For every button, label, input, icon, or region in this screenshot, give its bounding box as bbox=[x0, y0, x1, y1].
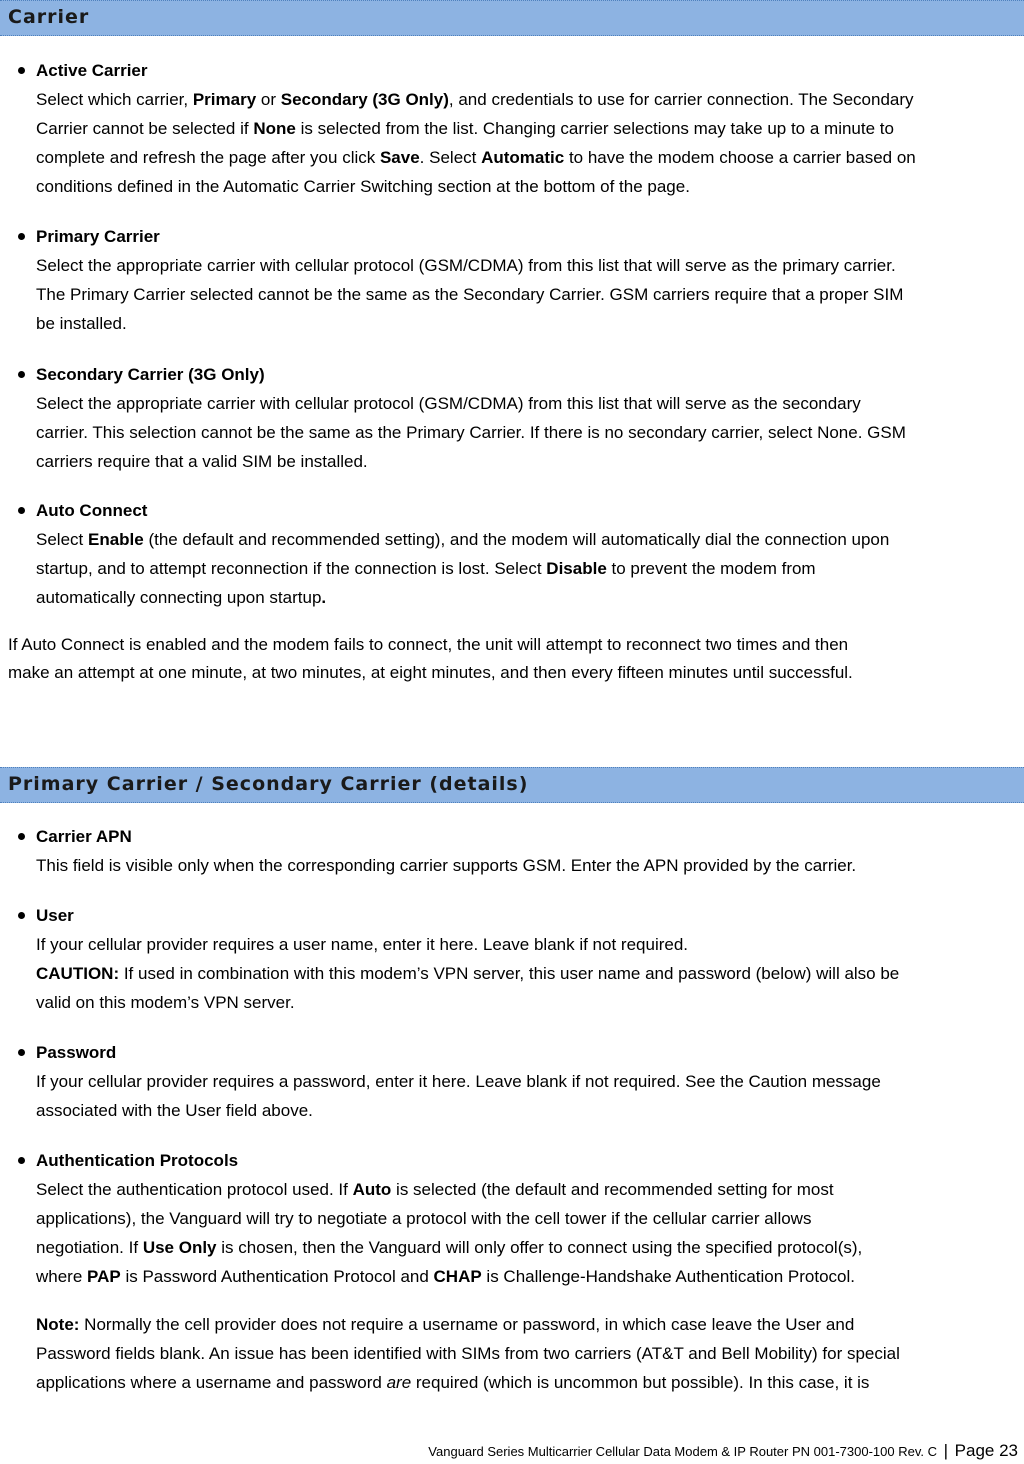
body-line: valid on this modem’s VPN server. bbox=[36, 993, 295, 1012]
bullet-icon bbox=[18, 507, 25, 514]
footer-separator: | bbox=[943, 1441, 949, 1460]
body-line: conditions defined in the Automatic Carrier Switching section at the bottom of the page. bbox=[36, 177, 690, 196]
paragraph-line: If Auto Connect is enabled and the modem fails to connect, the unit will attempt to reconnect two times and then bbox=[8, 635, 849, 654]
body-line: carrier. This selection cannot be the same as the Primary Carrier. If there is no secondary carrier, select None. GSM bbox=[36, 423, 906, 442]
body-line: Select the appropriate carrier with cellular protocol (GSM/CDMA) from this list that will serve as the secondary bbox=[36, 394, 861, 413]
body-line: Select the authentication protocol used. If Auto is selected (the default and recommended setting for most bbox=[36, 1180, 834, 1199]
bullet-icon bbox=[18, 1157, 25, 1164]
item-heading: Password bbox=[36, 1043, 117, 1062]
body-line: applications), the Vanguard will try to negotiate a protocol with the cell tower if the cellular carrier allows bbox=[36, 1209, 812, 1228]
body-line: If your cellular provider requires a user name, enter it here. Leave blank if not required. bbox=[36, 935, 689, 954]
body-line: This field is visible only when the corresponding carrier supports GSM. Enter the APN provided by the carrier. bbox=[36, 856, 857, 875]
item-heading: User bbox=[36, 906, 74, 925]
body-line: be installed. bbox=[36, 314, 127, 333]
body-line: startup, and to attempt reconnection if the connection is lost. Select Disable to prevent the modem from bbox=[36, 559, 816, 578]
body-line: The Primary Carrier selected cannot be the same as the Secondary Carrier. GSM carriers require that a proper SIM bbox=[36, 285, 904, 304]
item-heading: Active Carrier bbox=[36, 61, 148, 80]
page-number: Page 23 bbox=[954, 1441, 1018, 1460]
bullet-icon bbox=[18, 833, 25, 840]
item-heading: Primary Carrier bbox=[36, 227, 160, 246]
body-line: Carrier cannot be selected if None is selected from the list. Changing carrier selections may take up to a minute to bbox=[36, 119, 894, 138]
body-line: negotiation. If Use Only is chosen, then the Vanguard will only offer to connect using the specified protocol(s), bbox=[36, 1238, 863, 1257]
item-heading: Authentication Protocols bbox=[36, 1151, 239, 1170]
section-title: Primary Carrier / Secondary Carrier (details) bbox=[8, 773, 529, 795]
note-line: Password fields blank. An issue has been identified with SIMs from two carriers (AT&T and Bell Mobility) for special bbox=[36, 1344, 900, 1363]
footer-doc-title: Vanguard Series Multicarrier Cellular Data Modem & IP Router PN 001-7300-100 Rev. C bbox=[428, 1444, 937, 1459]
note-line: Note: Normally the cell provider does not require a username or password, in which case leave the User and bbox=[36, 1315, 855, 1334]
section-title: Carrier bbox=[8, 6, 90, 28]
body-line: Select the appropriate carrier with cellular protocol (GSM/CDMA) from this list that will serve as the primary carrier. bbox=[36, 256, 896, 275]
body-line: complete and refresh the page after you click Save. Select Automatic to have the modem choose a carrier based on bbox=[36, 148, 916, 167]
bullet-icon bbox=[18, 1049, 25, 1056]
bullet-icon bbox=[18, 233, 25, 240]
item-heading: Carrier APN bbox=[36, 827, 132, 846]
body-line: associated with the User field above. bbox=[36, 1101, 313, 1120]
item-heading: Auto Connect bbox=[36, 501, 148, 520]
body-line: carriers require that a valid SIM be installed. bbox=[36, 452, 368, 471]
paragraph-line: make an attempt at one minute, at two minutes, at eight minutes, and then every fifteen minutes until successful. bbox=[8, 663, 853, 682]
body-line: Select Enable (the default and recommended setting), and the modem will automatically dial the connection upon bbox=[36, 530, 890, 549]
body-line: automatically connecting upon startup. bbox=[36, 588, 327, 607]
bullet-icon bbox=[18, 371, 25, 378]
section-header-carrier bbox=[0, 0, 1024, 36]
item-heading: Secondary Carrier (3G Only) bbox=[36, 365, 265, 384]
body-line: where PAP is Password Authentication Protocol and CHAP is Challenge-Handshake Authentication Protocol. bbox=[36, 1267, 855, 1286]
bullet-icon bbox=[18, 67, 25, 74]
body-line: If your cellular provider requires a password, enter it here. Leave blank if not required. See the Caution message bbox=[36, 1072, 881, 1091]
body-line: Select which carrier, Primary or Secondary (3G Only), and credentials to use for carrier connection. The Secondary bbox=[36, 90, 914, 109]
bullet-icon bbox=[18, 912, 25, 919]
page-footer bbox=[0, 1441, 1018, 1461]
body-line: CAUTION: If used in combination with this modem’s VPN server, this user name and password (below) will also be bbox=[36, 964, 900, 983]
note-line: applications where a username and password are required (which is uncommon but possible). In this case, it is bbox=[36, 1373, 870, 1392]
section-header-details bbox=[0, 767, 1024, 803]
